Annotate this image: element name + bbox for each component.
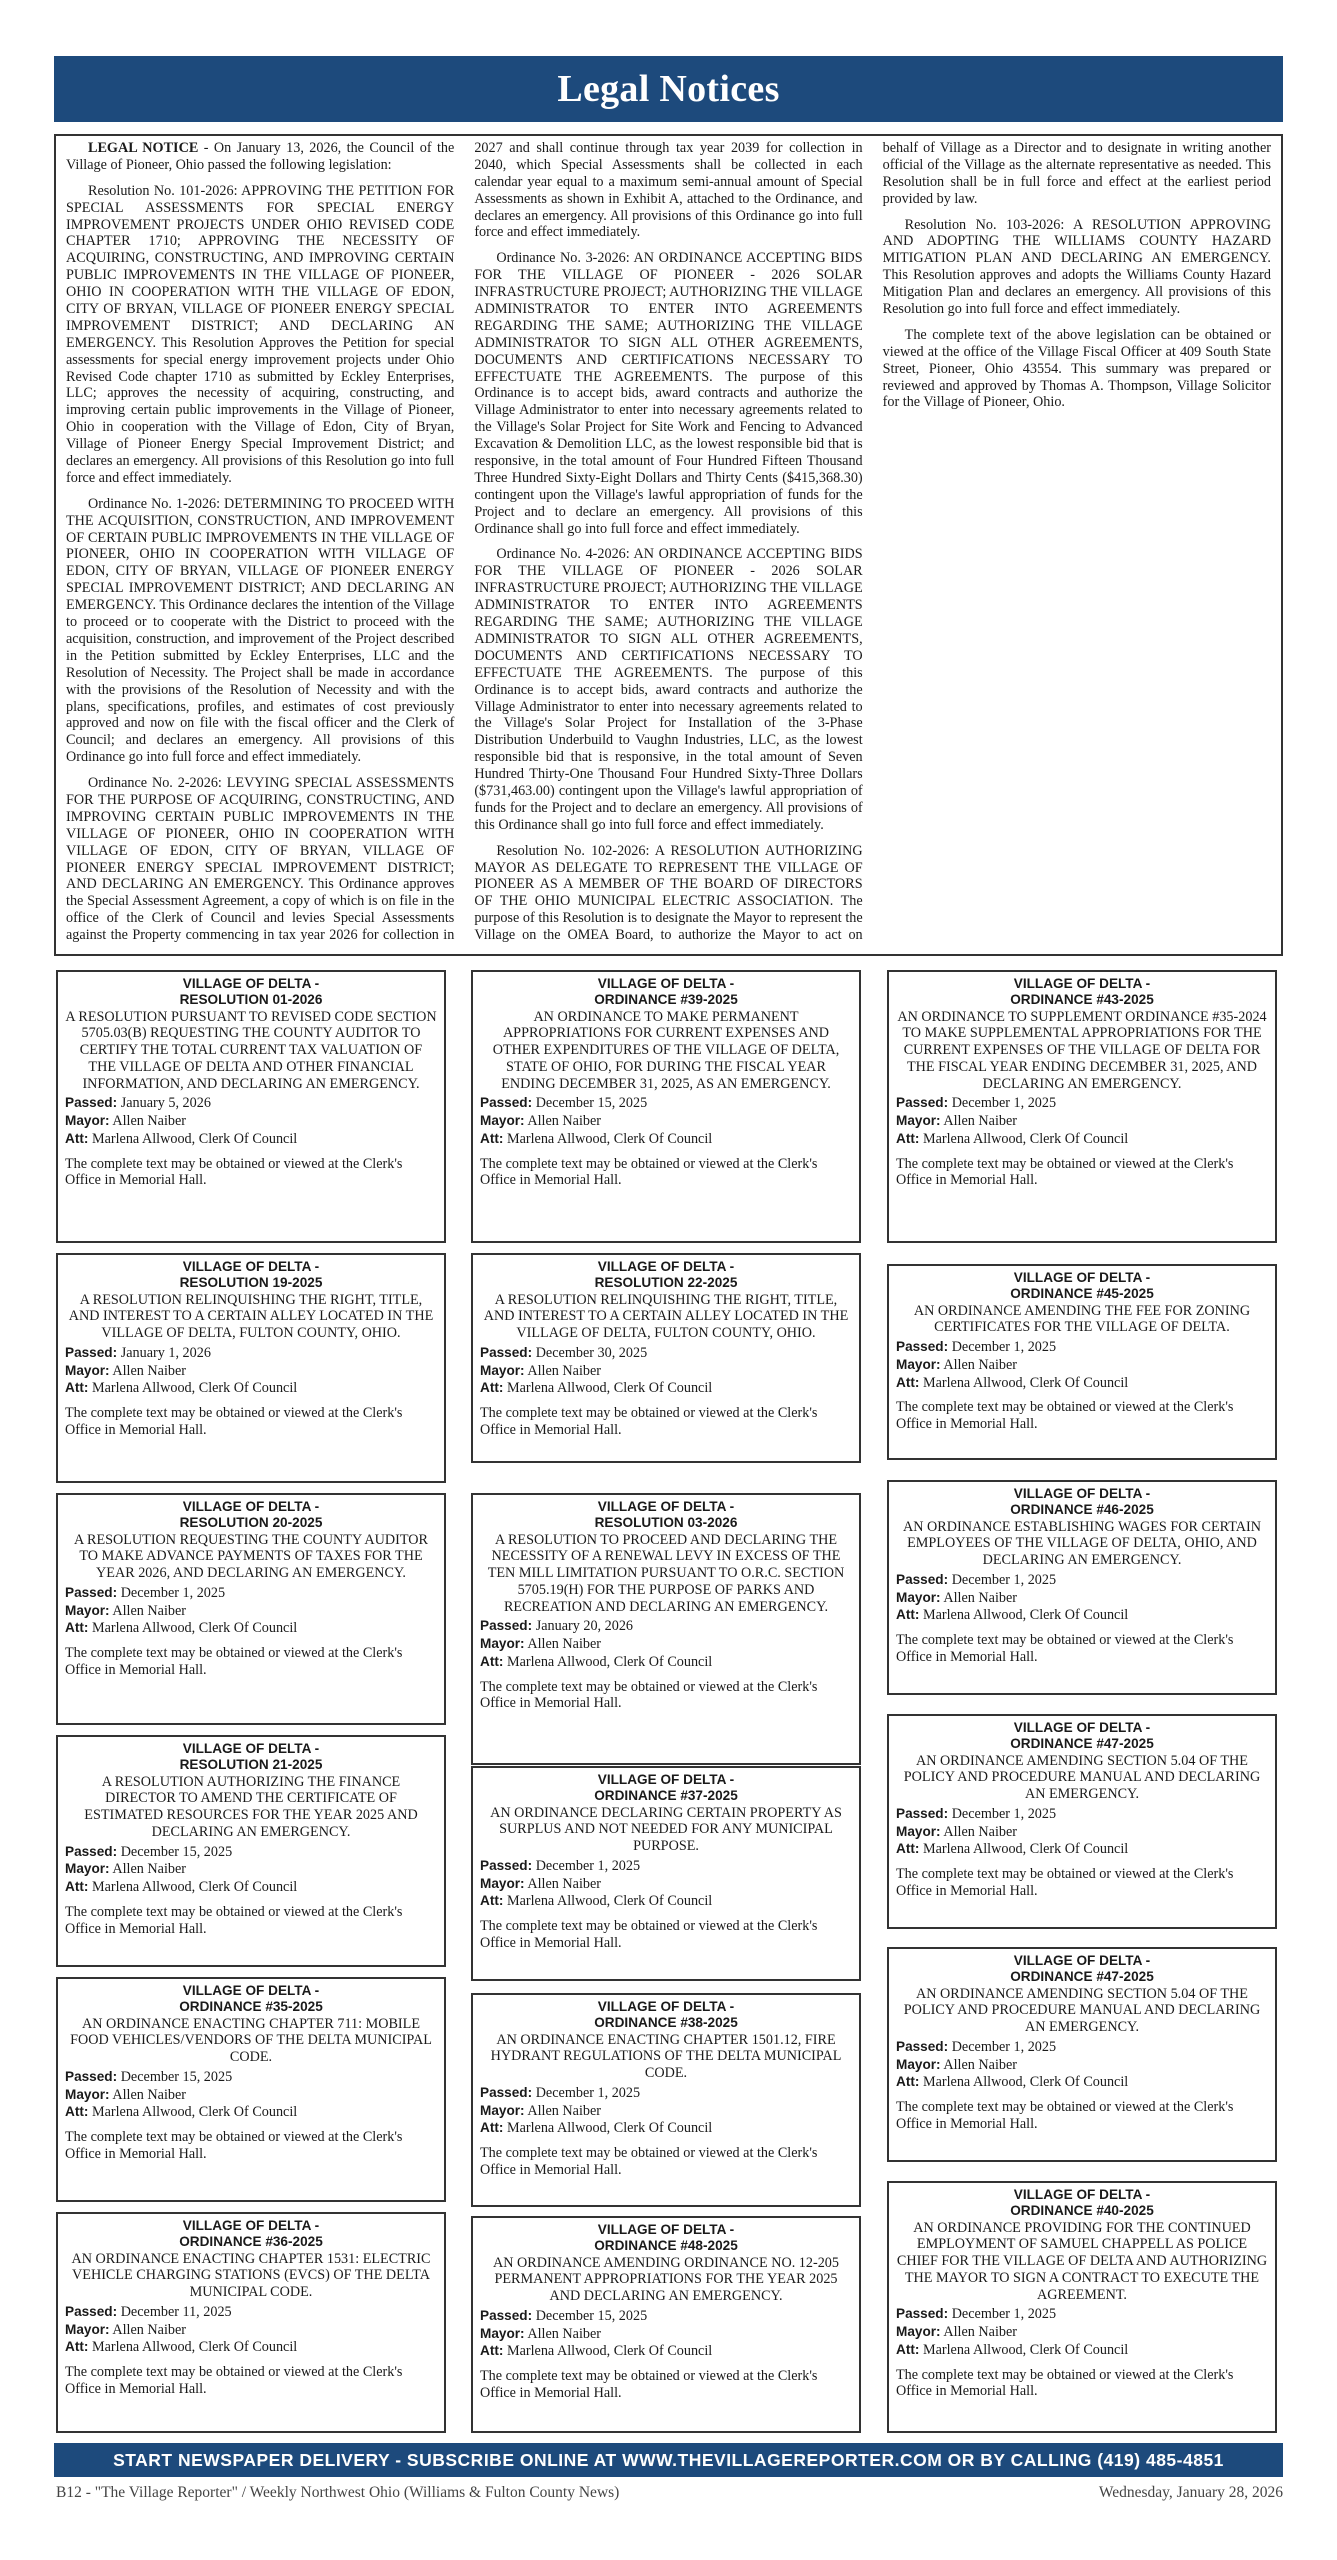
notice-passed-date: December 1, 2025: [535, 1857, 641, 1874]
notice-number: RESOLUTION 21-2025: [179, 1757, 323, 1773]
notice-number: ORDINANCE #46-2025: [1010, 1502, 1154, 1518]
notice-paragraph: The complete text of the above legislation can be obtained or viewed at the office of the Village Fiscal Officer at 409 South State Street, Pioneer, Ohio 43554. This summary was prepared or reviewed and approved by Thomas A. Thompson, Village Solicitor for the Village of Pioneer, Ohio.: [882, 326, 1271, 411]
notice-attest: Marlena Allwood, Clerk Of Council: [91, 1380, 298, 1397]
notice-village: VILLAGE OF DELTA -: [1013, 1953, 1151, 1968]
notice-attest: Marlena Allwood, Clerk Of Council: [506, 1380, 713, 1397]
notice-passed-date: December 15, 2025: [535, 1095, 648, 1112]
notice-number: ORDINANCE #43-2025: [1010, 992, 1154, 1008]
notice-description: AN ORDINANCE ENACTING CHAPTER 1501.12, FIRE HYDRANT REGULATIONS OF THE DELTA MUNICIPAL CODE.: [490, 2031, 842, 2082]
notice-village: VILLAGE OF DELTA -: [597, 976, 735, 991]
notice-attest: Marlena Allwood, Clerk Of Council: [91, 1879, 298, 1896]
notice-mayor: Allen Naiber: [527, 1362, 602, 1379]
notice-attest: Marlena Allwood, Clerk Of Council: [506, 2343, 713, 2360]
notice-passed-date: January 20, 2026: [535, 1618, 634, 1635]
notice-mayor: Allen Naiber: [112, 1113, 187, 1130]
notice-attest: Marlena Allwood, Clerk Of Council: [922, 1130, 1129, 1147]
notice-passed-date: December 11, 2025: [120, 2303, 232, 2320]
notice-village: VILLAGE OF DELTA -: [1013, 1486, 1151, 1501]
notice-footer: The complete text may be obtained or viewed at the Clerk's Office in Memorial Hall.: [480, 1155, 818, 1189]
notice-paragraph: Resolution No. 102-2026: A RESOLUTION AUTHORIZING MAYOR AS DELEGATE TO REPRESENT THE VILLAGE OF PIONEER AS A MEMBER OF THE BOARD OF DIRECTORS OF THE OHIO MUNICIPAL ELECTRIC ASSOCIATION. The purpose of this Resolution is to designate the Mayor to represent the Village on the OMEA Board, to authorize the Mayor to act on behalf of Village as a Director and to designate in writing another official of the Village as the alternate representative as needed. This Resolution shall be in full force and effect at the earliest period provided by law.: [474, 140, 1271, 944]
notice-paragraph: Ordinance No. 4-2026: AN ORDINANCE ACCEPTING BIDS FOR THE VILLAGE OF PIONEER - 2026 SOLAR INFRASTRUCTURE PROJECT; AUTHORIZING THE VILLAGE ADMINISTRATOR TO ENTER INTO AGREEMENTS REGARDING THE SAME; AUTHORIZING THE VILLAGE ADMINISTRATOR TO SIGN ALL OTHER AGREEMENTS, DOCUMENTS AND CERTIFICATIONS NECESSARY TO EFFECTUATE THE AGREEMENTS. The purpose of this Ordinance is to accept bids, award contracts and authorize the Village Administrator to enter into necessary agreements related to the Village's Solar Project for Installation of the 3-Phase Distribution Underbuild to Vaughn Industries, LLC, as the lowest responsible bid that is responsive, in the total amount of Seven Hundred Thirty-One Thousand Four Hundred Sixty-Three Dollars ($731,463.00) contingent upon the Village's lawful appropriation of funds for the Project and to declare an emergency. All provisions of this Ordinance shall go into full force and effect immediately.: [474, 546, 863, 833]
notice-description: A RESOLUTION AUTHORIZING THE FINANCE DIRECTOR TO AMEND THE CERTIFICATE OF ESTIMATED RESOURCES FOR THE YEAR 2025 AND DECLARING AN EMERGENCY.: [84, 1773, 418, 1840]
notice-passed-date: December 1, 2025: [951, 1571, 1057, 1588]
notice-number: ORDINANCE #37-2025: [594, 1788, 738, 1804]
notice-mayor: Allen Naiber: [527, 1113, 602, 1130]
notice-description: AN ORDINANCE AMENDING ORDINANCE NO. 12-205 PERMANENT APPROPRIATIONS FOR THE YEAR 2025 AND DECLARING AN EMERGENCY.: [493, 2254, 839, 2305]
notice-number: RESOLUTION 01-2026: [179, 992, 323, 1008]
notice-footer: The complete text may be obtained or viewed at the Clerk's Office in Memorial Hall.: [65, 1405, 403, 1438]
notice-attest: Marlena Allwood, Clerk Of Council: [922, 1841, 1129, 1858]
notice-passed-date: December 30, 2025: [535, 1344, 648, 1361]
notice-mayor: Allen Naiber: [112, 1362, 187, 1379]
notice-attest: Marlena Allwood, Clerk Of Council: [922, 2074, 1129, 2091]
notice-footer: The complete text may be obtained or viewed at the Clerk's Office in Memorial Hall.: [896, 1399, 1234, 1433]
notice-number: ORDINANCE #38-2025: [594, 2015, 738, 2031]
notice-mayor: Allen Naiber: [527, 2325, 602, 2342]
notice-attest: Marlena Allwood, Clerk Of Council: [91, 1620, 298, 1637]
notice-village: VILLAGE OF DELTA -: [182, 2218, 320, 2233]
notice-village: VILLAGE OF DELTA -: [597, 2222, 735, 2237]
notice-number: RESOLUTION 19-2025: [179, 1275, 323, 1291]
notice-village: VILLAGE OF DELTA -: [597, 1772, 735, 1787]
notice-description: A RESOLUTION RELINQUISHING THE RIGHT, TITLE, AND INTEREST TO A CERTAIN ALLEY LOCATED IN THE VILLAGE OF DELTA, FULTON COUNTY, OHIO.: [68, 1291, 434, 1342]
notice-attest: Marlena Allwood, Clerk Of Council: [91, 2339, 298, 2356]
notice-mayor: Allen Naiber: [943, 2056, 1018, 2073]
notice-paragraph: Ordinance No. 2-2026: LEVYING SPECIAL ASSESSMENTS FOR THE PURPOSE OF ACQUIRING, CONSTRUCTING, AND IMPROVING CERTAIN PUBLIC IMPROVEMENTS IN THE VILLAGE OF PIONEER, OHIO IN COOPERATION WITH VILLAGE OF EDON, CITY OF BRYAN, VILLAGE OF PIONEER ENERGY SPECIAL IMPROVEMENT DISTRICT; AND DECLARING AN EMERGENCY. This Ordinance approves the Special Assessment Agreement, a copy of which is on file in the office of the Clerk of Council and levies Special Assessments against the Property commencing in tax year 2026 for collection in 2027 and shall continue through tax year 2039 for collection in 2040, which Special Assessments shall be collected in each calendar year equal to a maximum semi-annual amount of Special Assessments as shown in Exhibit A, attached to the Ordinance, and declares an emergency. All provisions of this Ordinance go into full force and effect immediately.: [66, 140, 863, 944]
notice-number: ORDINANCE #47-2025: [1010, 1969, 1154, 1985]
notice-number: RESOLUTION 22-2025: [594, 1275, 738, 1291]
subscribe-banner: [54, 2443, 1283, 2477]
page-footer: [56, 2484, 1283, 2502]
notice-village: VILLAGE OF DELTA -: [597, 1499, 735, 1514]
delta-notice-box: VILLAGE OF DELTA - ORDINANCE #38-2025 AN ORDINANCE ENACTING CHAPTER 1501.12, FIRE HYDRANT REGULATIONS OF THE DELTA MUNICIPAL CODE. Passed: December 1, 2025 Mayor: Allen Naiber Att: Marlena Allwood, Clerk Of Council The complete text may be obtained or viewed at the Clerk's Office in Memorial Hall.: [471, 1993, 861, 2207]
delta-notice-box: VILLAGE OF DELTA - RESOLUTION 19-2025 A RESOLUTION RELINQUISHING THE RIGHT, TITLE, AND INTEREST TO A CERTAIN ALLEY LOCATED IN THE VILLAGE OF DELTA, FULTON COUNTY, OHIO. Passed: January 1, 2026 Mayor: Allen Naiber Att: Marlena Allwood, Clerk Of Council The complete text may be obtained or viewed at the Clerk's Office in Memorial Hall.: [56, 1253, 446, 1483]
notice-mayor: Allen Naiber: [527, 1636, 602, 1653]
notice-number: ORDINANCE #40-2025: [1010, 2203, 1154, 2219]
notice-footer: The complete text may be obtained or viewed at the Clerk's Office in Memorial Hall.: [896, 1155, 1234, 1189]
notice-paragraph: Resolution No. 101-2026: APPROVING THE PETITION FOR SPECIAL ASSESSMENTS FOR SPECIAL ENERGY IMPROVEMENT PROJECTS UNDER OHIO REVISED CODE CHAPTER 1710; APPROVING THE NECESSITY OF ACQUIRING, CONSTRUCTING, AND IMPROVING CERTAIN PUBLIC IMPROVEMENTS IN THE VILLAGE OF PIONEER, OHIO IN COOPERATION WITH THE VILLAGE OF EDON, CITY OF BRYAN, VILLAGE OF PIONEER ENERGY SPECIAL IMPROVEMENT DISTRICT; AND DECLARING AN EMERGENCY. This Resolution Approves the Petition for special assessments for special energy improvement projects under Ohio Revised Code chapter 1710 as submitted by Eckley Enterprises, LLC; approves the necessity of acquiring, constructing, and improving certain public improvements in the Village of Pioneer, Ohio in cooperation with the Village of Edon, City of Bryan, Village of Pioneer Energy Special Improvement District; and declares an emergency. All provisions of this Resolution go into full force and effect immediately.: [66, 182, 455, 486]
notice-attest: Marlena Allwood, Clerk Of Council: [91, 1130, 298, 1147]
notice-mayor: Allen Naiber: [527, 2102, 602, 2119]
notice-footer: The complete text may be obtained or viewed at the Clerk's Office in Memorial Hall.: [896, 2099, 1234, 2132]
delta-notice-box: VILLAGE OF DELTA - ORDINANCE #36-2025 AN ORDINANCE ENACTING CHAPTER 1531: ELECTRIC VEHICLE CHARGING STATIONS (EVCS) OF THE DELTA MUNICIPAL CODE. Passed: December 11, 2025 Mayor: Allen Naiber Att: Marlena Allwood, Clerk Of Council The complete text may be obtained or viewed at the Clerk's Office in Memorial Hall.: [56, 2212, 446, 2433]
notice-mayor: Allen Naiber: [943, 2324, 1018, 2341]
notice-attest: Marlena Allwood, Clerk Of Council: [922, 1607, 1129, 1624]
notice-description: AN ORDINANCE ENACTING CHAPTER 1531: ELECTRIC VEHICLE CHARGING STATIONS (EVCS) OF THE DELTA MUNICIPAL CODE.: [71, 2250, 431, 2301]
notice-footer: The complete text may be obtained or viewed at the Clerk's Office in Memorial Hall.: [65, 2129, 403, 2162]
notice-mayor: Allen Naiber: [112, 1861, 187, 1878]
notice-passed-date: December 15, 2025: [120, 2068, 233, 2085]
notice-number: RESOLUTION 03-2026: [594, 1515, 738, 1531]
notice-passed-date: December 1, 2025: [951, 1095, 1057, 1112]
page-footer-date: Wednesday, January 28, 2026: [1098, 2484, 1283, 2501]
notice-village: VILLAGE OF DELTA -: [1013, 2187, 1151, 2202]
notice-passed-date: December 1, 2025: [535, 2084, 641, 2101]
notice-passed-date: December 1, 2025: [951, 1339, 1057, 1356]
notice-description: A RESOLUTION RELINQUISHING THE RIGHT, TITLE, AND INTEREST TO A CERTAIN ALLEY LOCATED IN THE VILLAGE OF DELTA, FULTON COUNTY, OHIO.: [483, 1291, 849, 1342]
delta-notice-box: VILLAGE OF DELTA - ORDINANCE #39-2025 AN ORDINANCE TO MAKE PERMANENT APPROPRIATIONS FOR CURRENT EXPENSES AND OTHER EXPENDITURES OF THE VILLAGE OF DELTA, STATE OF OHIO, FOR DURING THE FISCAL YEAR ENDING DECEMBER 31, 2025, AS AN EMERGENCY. Passed: December 15, 2025 Mayor: Allen Naiber Att: Marlena Allwood, Clerk Of Council The complete text may be obtained or viewed at the Clerk's Office in Memorial Hall.: [471, 970, 861, 1243]
notice-attest: Marlena Allwood, Clerk Of Council: [922, 2341, 1129, 2358]
page-title: Legal Notices: [557, 68, 780, 110]
notice-description: AN ORDINANCE ESTABLISHING WAGES FOR CERTAIN EMPLOYEES OF THE VILLAGE OF DELTA, OHIO, AND DECLARING AN EMERGENCY.: [902, 1518, 1261, 1569]
notice-attest: Marlena Allwood, Clerk Of Council: [91, 2104, 298, 2121]
delta-notice-box: VILLAGE OF DELTA - ORDINANCE #40-2025 AN ORDINANCE PROVIDING FOR THE CONTINUED EMPLOYMENT OF SAMUEL CHAPPELL AS POLICE CHIEF FOR THE VILLAGE OF DELTA AND AUTHORIZING THE MAYOR TO SIGN A CONTRACT TO EXECUTE THE AGREEMENT. Passed: December 1, 2025 Mayor: Allen Naiber Att: Marlena Allwood, Clerk Of Council The complete text may be obtained or viewed at the Clerk's Office in Memorial Hall.: [887, 2181, 1277, 2433]
notice-passed-date: December 1, 2025: [951, 1805, 1057, 1822]
notice-passed-date: December 1, 2025: [120, 1584, 226, 1601]
notice-attest: Marlena Allwood, Clerk Of Council: [506, 1130, 713, 1147]
notice-mayor: Allen Naiber: [112, 2321, 187, 2338]
notice-attest: Marlena Allwood, Clerk Of Council: [922, 1374, 1129, 1391]
notice-description: A RESOLUTION REQUESTING THE COUNTY AUDITOR TO MAKE ADVANCE PAYMENTS OF TAXES FOR THE YEAR 2026, AND DECLARING AN EMERGENCY.: [73, 1531, 429, 1582]
delta-notice-box: VILLAGE OF DELTA - ORDINANCE #43-2025 AN ORDINANCE TO SUPPLEMENT ORDINANCE #35-2024 TO MAKE SUPPLEMENTAL APPROPRIATIONS FOR THE CURRENT EXPENSES OF THE VILLAGE OF DELTA FOR THE FISCAL YEAR ENDING DECEMBER 31, 2025, AND DECLARING AN EMERGENCY. Passed: December 1, 2025 Mayor: Allen Naiber Att: Marlena Allwood, Clerk Of Council The complete text may be obtained or viewed at the Clerk's Office in Memorial Hall.: [887, 970, 1277, 1243]
delta-notice-box: VILLAGE OF DELTA - ORDINANCE #45-2025 AN ORDINANCE AMENDING THE FEE FOR ZONING CERTIFICATES FOR THE VILLAGE OF DELTA. Passed: December 1, 2025 Mayor: Allen Naiber Att: Marlena Allwood, Clerk Of Council The complete text may be obtained or viewed at the Clerk's Office in Memorial Hall.: [887, 1264, 1277, 1460]
notice-paragraph: Ordinance No. 3-2026: AN ORDINANCE ACCEPTING BIDS FOR THE VILLAGE OF PIONEER - 2026 SOLAR INFRASTRUCTURE PROJECT; AUTHORIZING THE VILLAGE ADMINISTRATOR TO ENTER INTO AGREEMENTS REGARDING THE SAME; AUTHORIZING THE VILLAGE ADMINISTRATOR TO SIGN ALL OTHER AGREEMENTS, DOCUMENTS AND CERTIFICATIONS NECESSARY TO EFFECTUATE THE AGREEMENTS. The purpose of this Ordinance is to accept bids, award contracts and authorize the Village Administrator to enter into necessary agreements related to the Village's Solar Project for Site Work and Fencing to Advanced Excavation & Demolition LLC, as the lowest responsible bid that is responsive, in the total amount of Four Hundred Fifteen Thousand Three Hundred Sixty-Eight Dollars and Thirty Cents ($415,368.30) contingent upon the Village's lawful appropriation of funds for the Project and to declare an emergency. All provisions of this Ordinance shall go into full force and effect immediately.: [474, 250, 863, 537]
notice-village: VILLAGE OF DELTA -: [1013, 1720, 1151, 1735]
notice-number: ORDINANCE #35-2025: [179, 1999, 323, 2015]
notice-mayor: Allen Naiber: [943, 1356, 1018, 1373]
notice-description: AN ORDINANCE TO MAKE PERMANENT APPROPRIATIONS FOR CURRENT EXPENSES AND OTHER EXPENDITURES OF THE VILLAGE OF DELTA, STATE OF OHIO, FOR DURING THE FISCAL YEAR ENDING DECEMBER 31, 2025, AS AN EMERGENCY.: [492, 1008, 840, 1092]
pioneer-legal-notice: [54, 134, 1283, 956]
notice-footer: The complete text may be obtained or viewed at the Clerk's Office in Memorial Hall.: [896, 1632, 1234, 1665]
notice-village: VILLAGE OF DELTA -: [182, 1741, 320, 1756]
notice-paragraph: Resolution No. 103-2026: A RESOLUTION APPROVING AND ADOPTING THE WILLIAMS COUNTY HAZARD MITIGATION PLAN AND DECLARING AN EMERGENCY. This Resolution approves and adopts the Williams County Hazard Mitigation Plan and declares an emergency. All provisions of this Resolution go into full force and effect immediately.: [882, 216, 1271, 318]
notice-village: VILLAGE OF DELTA -: [597, 1999, 735, 2014]
notice-description: AN ORDINANCE DECLARING CERTAIN PROPERTY AS SURPLUS AND NOT NEEDED FOR ANY MUNICIPAL PURPOSE.: [490, 1804, 842, 1855]
notice-attest: Marlena Allwood, Clerk Of Council: [506, 2120, 713, 2137]
notice-mayor: Allen Naiber: [112, 2086, 187, 2103]
notice-village: VILLAGE OF DELTA -: [182, 1499, 320, 1514]
delta-notice-box: VILLAGE OF DELTA - ORDINANCE #47-2025 AN ORDINANCE AMENDING SECTION 5.04 OF THE POLICY AND PROCEDURE MANUAL AND DECLARING AN EMERGENCY. Passed: December 1, 2025 Mayor: Allen Naiber Att: Marlena Allwood, Clerk Of Council The complete text may be obtained or viewed at the Clerk's Office in Memorial Hall.: [887, 1947, 1277, 2162]
notice-footer: The complete text may be obtained or viewed at the Clerk's Office in Memorial Hall.: [65, 1645, 403, 1678]
notice-village: VILLAGE OF DELTA -: [182, 976, 320, 991]
notice-description: AN ORDINANCE AMENDING SECTION 5.04 OF THE POLICY AND PROCEDURE MANUAL AND DECLARING AN EMERGENCY.: [903, 1985, 1261, 2036]
notice-number: ORDINANCE #48-2025: [594, 2238, 738, 2254]
notice-mayor: Allen Naiber: [527, 1875, 602, 1892]
notice-passed-date: December 15, 2025: [120, 1843, 233, 1860]
notice-passed-date: January 1, 2026: [120, 1344, 211, 1361]
delta-notice-box: VILLAGE OF DELTA - ORDINANCE #37-2025 AN ORDINANCE DECLARING CERTAIN PROPERTY AS SURPLUS AND NOT NEEDED FOR ANY MUNICIPAL PURPOSE. Passed: December 1, 2025 Mayor: Allen Naiber Att: Marlena Allwood, Clerk Of Council The complete text may be obtained or viewed at the Clerk's Office in Memorial Hall.: [471, 1766, 861, 1981]
notice-passed-date: December 15, 2025: [535, 2307, 648, 2324]
notice-paragraph: Ordinance No. 1-2026: DETERMINING TO PROCEED WITH THE ACQUISITION, CONSTRUCTION, AND IMPROVEMENT OF CERTAIN PUBLIC IMPROVEMENTS IN THE VILLAGE OF PIONEER, OHIO IN COOPERATION WITH VILLAGE OF EDON, CITY OF BRYAN, VILLAGE OF PIONEER ENERGY SPECIAL IMPROVEMENT DISTRICT; AND DECLARING AN EMERGENCY. This Ordinance declares the intention of the Village to proceed or to cooperate with the District to proceed with the acquisition, construction, and improvement of the Project described in the Petition submitted by Eckley Enterprises, LLC and the Resolution of Necessity. The Project shall be made in accordance with the provisions of the Resolution of Necessity and with the plans, specifications, profiles, and estimates of cost previously approved and now on file with the fiscal officer and the Clerk of Council; and declares an emergency. All provisions of this Ordinance go into full force and effect immediately.: [66, 495, 455, 766]
notice-lead-label: LEGAL NOTICE: [88, 140, 199, 156]
delta-notice-box: VILLAGE OF DELTA - ORDINANCE #47-2025 AN ORDINANCE AMENDING SECTION 5.04 OF THE POLICY AND PROCEDURE MANUAL AND DECLARING AN EMERGENCY. Passed: December 1, 2025 Mayor: Allen Naiber Att: Marlena Allwood, Clerk Of Council The complete text may be obtained or viewed at the Clerk's Office in Memorial Hall.: [887, 1714, 1277, 1929]
notice-footer: The complete text may be obtained or viewed at the Clerk's Office in Memorial Hall.: [65, 1903, 403, 1937]
delta-notice-box: VILLAGE OF DELTA - ORDINANCE #35-2025 AN ORDINANCE ENACTING CHAPTER 711: MOBILE FOOD VEHICLES/VENDORS OF THE DELTA MUNICIPAL CODE. Passed: December 15, 2025 Mayor: Allen Naiber Att: Marlena Allwood, Clerk Of Council The complete text may be obtained or viewed at the Clerk's Office in Memorial Hall.: [56, 1977, 446, 2202]
notice-footer: The complete text may be obtained or viewed at the Clerk's Office in Memorial Hall.: [480, 1678, 818, 1712]
notice-description: A RESOLUTION TO PROCEED AND DECLARING THE NECESSITY OF A RENEWAL LEVY IN EXCESS OF THE TEN MILL LIMITATION PURSUANT TO O.R.C. SECTION 5705.19(H) FOR THE PURPOSE OF PARKS AND RECREATION AND DECLARING AN EMERGENCY.: [487, 1531, 845, 1615]
notice-passed-date: January 5, 2026: [120, 1095, 211, 1112]
notice-village: VILLAGE OF DELTA -: [182, 1259, 320, 1274]
delta-notice-box: VILLAGE OF DELTA - RESOLUTION 03-2026 A RESOLUTION TO PROCEED AND DECLARING THE NECESSITY OF A RENEWAL LEVY IN EXCESS OF THE TEN MILL LIMITATION PURSUANT TO O.R.C. SECTION 5705.19(H) FOR THE PURPOSE OF PARKS AND RECREATION AND DECLARING AN EMERGENCY. Passed: January 20, 2026 Mayor: Allen Naiber Att: Marlena Allwood, Clerk Of Council The complete text may be obtained or viewed at the Clerk's Office in Memorial Hall.: [471, 1493, 861, 1765]
notice-mayor: Allen Naiber: [943, 1823, 1018, 1840]
notice-footer: The complete text may be obtained or viewed at the Clerk's Office in Memorial Hall.: [480, 2145, 818, 2178]
notice-description: AN ORDINANCE AMENDING THE FEE FOR ZONING CERTIFICATES FOR THE VILLAGE OF DELTA.: [913, 1302, 1251, 1336]
notice-footer: The complete text may be obtained or viewed at the Clerk's Office in Memorial Hall.: [480, 1405, 818, 1438]
notice-footer: The complete text may be obtained or viewed at the Clerk's Office in Memorial Hall.: [65, 1155, 403, 1189]
delta-notice-box: VILLAGE OF DELTA - RESOLUTION 20-2025 A RESOLUTION REQUESTING THE COUNTY AUDITOR TO MAKE ADVANCE PAYMENTS OF TAXES FOR THE YEAR 2026, AND DECLARING AN EMERGENCY. Passed: December 1, 2025 Mayor: Allen Naiber Att: Marlena Allwood, Clerk Of Council The complete text may be obtained or viewed at the Clerk's Office in Memorial Hall.: [56, 1493, 446, 1725]
notice-mayor: Allen Naiber: [112, 1602, 187, 1619]
delta-notice-box: VILLAGE OF DELTA - RESOLUTION 22-2025 A RESOLUTION RELINQUISHING THE RIGHT, TITLE, AND INTEREST TO A CERTAIN ALLEY LOCATED IN THE VILLAGE OF DELTA, FULTON COUNTY, OHIO. Passed: December 30, 2025 Mayor: Allen Naiber Att: Marlena Allwood, Clerk Of Council The complete text may be obtained or viewed at the Clerk's Office in Memorial Hall.: [471, 1253, 861, 1463]
notice-number: ORDINANCE #45-2025: [1010, 1286, 1154, 1302]
notice-description: A RESOLUTION PURSUANT TO REVISED CODE SECTION 5705.03(B) REQUESTING THE COUNTY AUDITOR TO CERTIFY THE TOTAL CURRENT TAX VALUATION OF THE VILLAGE OF DELTA AND OTHER FINANCIAL INFORMATION, AND DECLARING AN EMERGENCY.: [65, 1008, 437, 1092]
page-footer-publication: B12 - "The Village Reporter" / Weekly Northwest Ohio (Williams & Fulton County News): [56, 2484, 620, 2501]
notice-village: VILLAGE OF DELTA -: [1013, 1270, 1151, 1285]
notice-number: RESOLUTION 20-2025: [179, 1515, 323, 1531]
notice-footer: The complete text may be obtained or viewed at the Clerk's Office in Memorial Hall.: [480, 1918, 818, 1951]
delta-notice-box: VILLAGE OF DELTA - ORDINANCE #46-2025 AN ORDINANCE ESTABLISHING WAGES FOR CERTAIN EMPLOYEES OF THE VILLAGE OF DELTA, OHIO, AND DECLARING AN EMERGENCY. Passed: December 1, 2025 Mayor: Allen Naiber Att: Marlena Allwood, Clerk Of Council The complete text may be obtained or viewed at the Clerk's Office in Memorial Hall.: [887, 1480, 1277, 1695]
notice-footer: The complete text may be obtained or viewed at the Clerk's Office in Memorial Hall.: [896, 1866, 1234, 1899]
notice-description: AN ORDINANCE AMENDING SECTION 5.04 OF THE POLICY AND PROCEDURE MANUAL AND DECLARING AN EMERGENCY.: [903, 1752, 1261, 1803]
notice-number: ORDINANCE #47-2025: [1010, 1736, 1154, 1752]
notice-footer: The complete text may be obtained or viewed at the Clerk's Office in Memorial Hall.: [65, 2364, 403, 2397]
delta-notice-box: VILLAGE OF DELTA - RESOLUTION 01-2026 A RESOLUTION PURSUANT TO REVISED CODE SECTION 5705.03(B) REQUESTING THE COUNTY AUDITOR TO CERTIFY THE TOTAL CURRENT TAX VALUATION OF THE VILLAGE OF DELTA AND OTHER FINANCIAL INFORMATION, AND DECLARING AN EMERGENCY. Passed: January 5, 2026 Mayor: Allen Naiber Att: Marlena Allwood, Clerk Of Council The complete text may be obtained or viewed at the Clerk's Office in Memorial Hall.: [56, 970, 446, 1243]
notice-passed-date: December 1, 2025: [951, 2038, 1057, 2055]
notice-description: AN ORDINANCE PROVIDING FOR THE CONTINUED EMPLOYMENT OF SAMUEL CHAPPELL AS POLICE CHIEF FOR THE VILLAGE OF DELTA AND AUTHORIZING THE MAYOR TO SIGN A CONTRACT TO EXECUTE THE AGREEMENT.: [896, 2219, 1268, 2303]
notice-description: AN ORDINANCE ENACTING CHAPTER 711: MOBILE FOOD VEHICLES/VENDORS OF THE DELTA MUNICIPAL CODE.: [70, 2015, 432, 2066]
notice-village: VILLAGE OF DELTA -: [597, 1259, 735, 1274]
notice-attest: Marlena Allwood, Clerk Of Council: [506, 1653, 713, 1670]
notice-number: ORDINANCE #39-2025: [594, 992, 738, 1008]
legal-notices-banner: [54, 56, 1283, 122]
notice-mayor: Allen Naiber: [943, 1589, 1018, 1606]
delta-notice-box: VILLAGE OF DELTA - ORDINANCE #48-2025 AN ORDINANCE AMENDING ORDINANCE NO. 12-205 PERMANENT APPROPRIATIONS FOR THE YEAR 2025 AND DECLARING AN EMERGENCY. Passed: December 15, 2025 Mayor: Allen Naiber Att: Marlena Allwood, Clerk Of Council The complete text may be obtained or viewed at the Clerk's Office in Memorial Hall.: [471, 2216, 861, 2433]
notice-footer: The complete text may be obtained or viewed at the Clerk's Office in Memorial Hall.: [480, 2368, 818, 2401]
delta-notice-box: VILLAGE OF DELTA - RESOLUTION 21-2025 A RESOLUTION AUTHORIZING THE FINANCE DIRECTOR TO AMEND THE CERTIFICATE OF ESTIMATED RESOURCES FOR THE YEAR 2025 AND DECLARING AN EMERGENCY. Passed: December 15, 2025 Mayor: Allen Naiber Att: Marlena Allwood, Clerk Of Council The complete text may be obtained or viewed at the Clerk's Office in Memorial Hall.: [56, 1735, 446, 1967]
notice-number: ORDINANCE #36-2025: [179, 2234, 323, 2250]
notice-village: VILLAGE OF DELTA -: [182, 1983, 320, 1998]
notice-mayor: Allen Naiber: [943, 1113, 1018, 1130]
notice-attest: Marlena Allwood, Clerk Of Council: [506, 1893, 713, 1910]
notice-passed-date: December 1, 2025: [951, 2306, 1057, 2323]
notice-description: AN ORDINANCE TO SUPPLEMENT ORDINANCE #35-2024 TO MAKE SUPPLEMENTAL APPROPRIATIONS FOR THE CURRENT EXPENSES OF THE VILLAGE OF DELTA FOR THE FISCAL YEAR ENDING DECEMBER 31, 2025, AND DECLARING AN EMERGENCY.: [897, 1008, 1267, 1092]
notice-village: VILLAGE OF DELTA -: [1013, 976, 1151, 991]
subscribe-text: START NEWSPAPER DELIVERY - SUBSCRIBE ONLINE AT WWW.THEVILLAGEREPORTER.COM OR BY CALLING (419) 485-4851: [113, 2449, 1224, 2470]
notice-paragraph: LEGAL NOTICE - On January 13, 2026, the Council of the Village of Pioneer, Ohio passed the following legislation:: [66, 140, 455, 173]
notice-footer: The complete text may be obtained or viewed at the Clerk's Office in Memorial Hall.: [896, 2366, 1234, 2400]
